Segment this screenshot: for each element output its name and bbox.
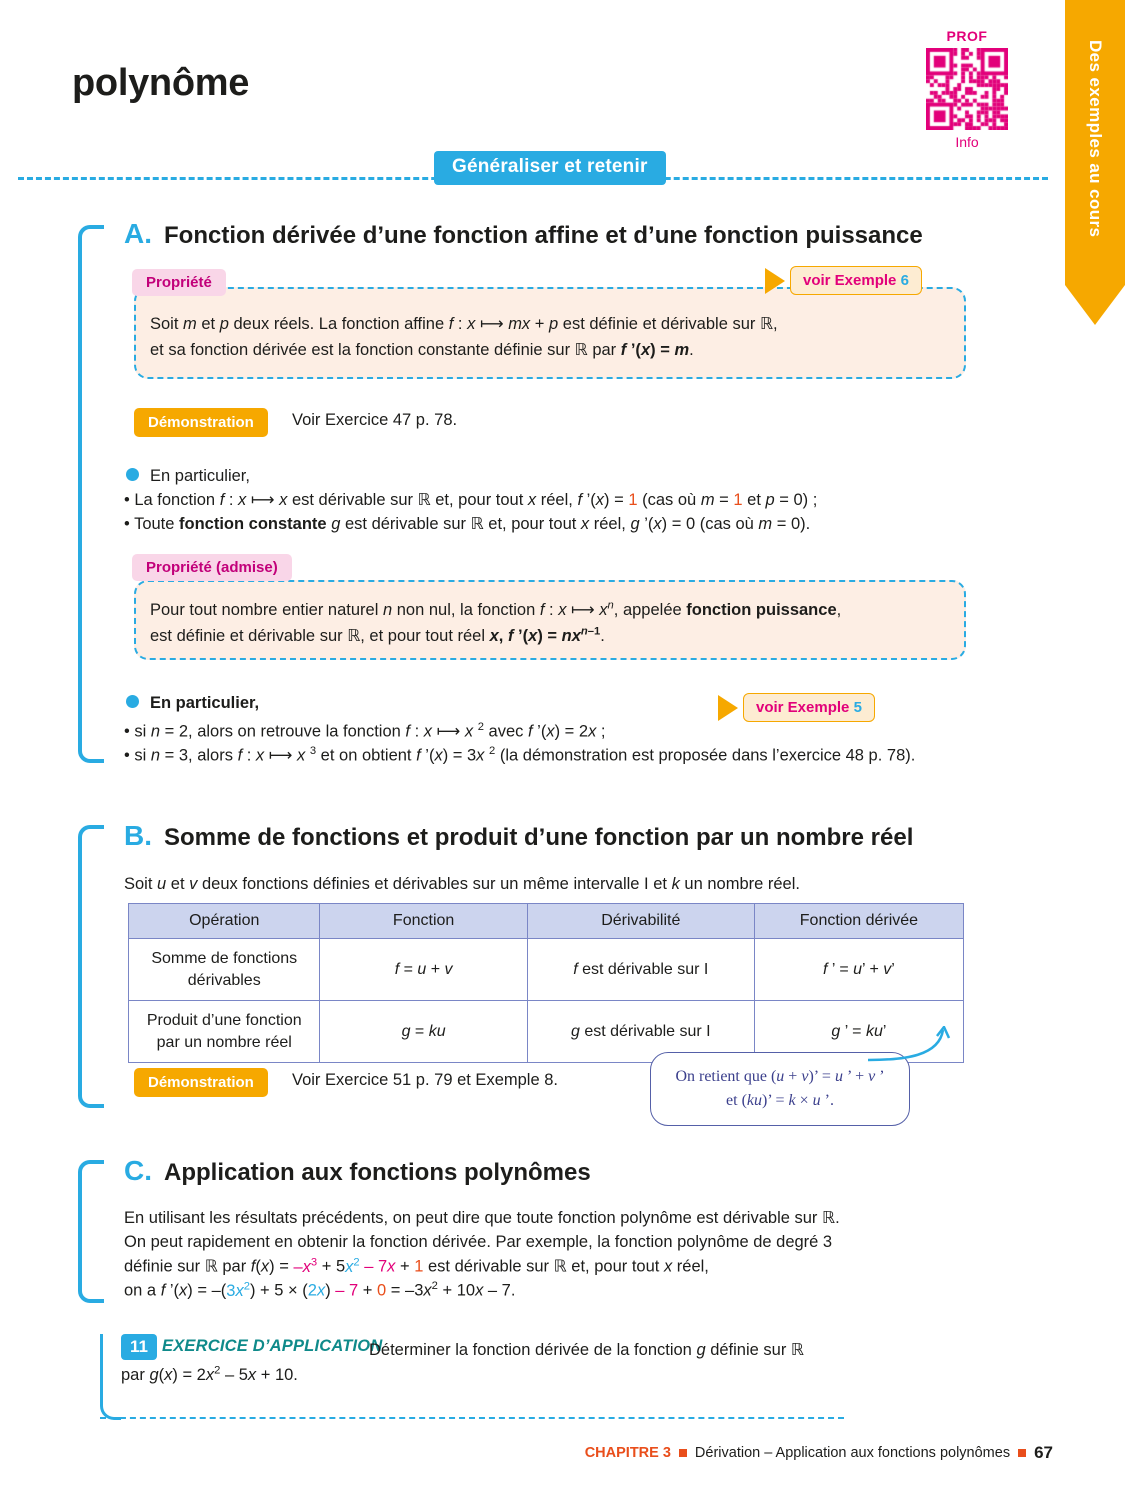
propriete-tag-2: Propriété (admise): [132, 554, 292, 581]
section-c-title: Application aux fonctions polynômes: [164, 1159, 591, 1186]
qr-info-label: Info: [955, 134, 979, 150]
footer-page-number: 67: [1034, 1443, 1053, 1462]
qr-block: [912, 28, 1022, 150]
bullet-icon-2: [126, 695, 139, 708]
table-cell-1-0: Produit d’une fonction par un nombre réel: [129, 1001, 320, 1063]
qr-code-icon: [926, 48, 1008, 130]
propriete-line-2: et sa fonction dérivée est la fonction constante définie sur ℝ par f ’(x) = m.: [150, 341, 694, 360]
demonstration-tag-2: Démonstration: [134, 1068, 268, 1097]
footer: [585, 1443, 1053, 1463]
section-b-bracket: [78, 825, 104, 1108]
side-tab-label: Des exemples au cours: [1086, 40, 1105, 238]
table-cell-1-1: g = ku: [320, 1001, 527, 1063]
voir-exemple-num-1: 6: [900, 272, 909, 289]
demonstration-text-2: Voir Exercice 51 p. 79 et Exemple 8.: [292, 1071, 558, 1089]
page-title: polynôme: [72, 62, 250, 104]
table-header-1: Fonction: [320, 904, 527, 939]
table-header-3: Fonction dérivée: [754, 904, 963, 939]
demonstration-text-1: Voir Exercice 47 p. 78.: [292, 411, 458, 429]
section-b-intro: Soit u et v deux fonctions définies et dérivables sur un même intervalle I et k un nombre réel.: [124, 875, 800, 893]
table-header-2: Dérivabilité: [527, 904, 754, 939]
voir-exemple-num-2: 5: [853, 699, 862, 716]
side-tab: [1065, 0, 1125, 285]
bullet-icon-1: [126, 468, 139, 481]
voir-exemple-chip-1[interactable]: [790, 266, 922, 295]
exercise-line-2: par $g(x) = 2x^2 - 5x + 10$.: [121, 1364, 298, 1384]
voir-exemple-prefix-1: voir Exemple: [803, 272, 897, 289]
footer-divider: [100, 1417, 844, 1419]
section-b-letter: B.: [124, 820, 152, 851]
exercise-line-1: Déterminer la fonction dérivée de la fonction g définie sur ℝ: [369, 1341, 804, 1359]
propriete2-line-2: est définie et dérivable sur ℝ, et pour tout réel x, f ’(x) = $nx^{n-1}$.: [150, 625, 605, 646]
footer-chapter: CHAPITRE 3: [584, 1445, 671, 1461]
section-c-letter: C.: [124, 1155, 152, 1186]
particulier-item-1: • La fonction f : x ⟼ x est dérivable sur ℝ et, pour tout x réel, f ’(x) = 1 (cas où m = 1 et p = 0) ;: [124, 491, 818, 509]
propriete-text-1: [150, 311, 950, 364]
section-c-line-2: On peut rapidement en obtenir la fonction dérivée. Par exemple, la fonction polynôme de degré 3: [124, 1233, 833, 1251]
section-a-header: [124, 218, 923, 250]
section-a-letter: A.: [124, 218, 152, 249]
exercise-bracket: [100, 1334, 121, 1420]
table-row: [129, 939, 964, 1001]
square-icon-left: [679, 1449, 687, 1457]
table-header-row: [129, 904, 964, 939]
section-c-line-4: on a f ’(x) = $-(3x^2) + 5 \times (2x) - 7 + 0 = -3x^2 + 10x - 7$.: [124, 1280, 516, 1300]
propriete-text-2: [150, 597, 950, 650]
table-cell-1-3: g ’ = ku’: [754, 1001, 963, 1063]
table-cell-1-2: g est dérivable sur I: [527, 1001, 754, 1063]
section-c-line-1: En utilisant les résultats précédents, on peut dire que toute fonction polynôme est dérivable sur ℝ.: [124, 1209, 840, 1227]
table-cell-0-0: Somme de fonctions dérivables: [129, 939, 320, 1001]
section-b-header: [124, 820, 913, 852]
en-particulier-2: En particulier,: [150, 694, 260, 712]
exercise-label: EXERCICE D’APPLICATION: [162, 1337, 383, 1355]
section-c-bracket: [78, 1160, 104, 1303]
section-b-title: Somme de fonctions et produit d’une fonction par un nombre réel: [164, 824, 914, 851]
section-c-line-3: définie sur ℝ par $f(x) = -x^3 + 5x^2 - 7x + 1$ est dérivable sur ℝ et, pour tout x réel,: [124, 1256, 709, 1276]
section-a-bracket: [78, 225, 104, 763]
en-particulier-1: En particulier,: [150, 467, 250, 485]
particulier-item-4: • si n = 3, alors f : x ⟼ x $^3$ et on obtient f ’(x) = 3x $^2$ (la démonstration est proposée dans l’exercice 48 p. 78).: [124, 745, 916, 765]
propriete-line-1: Soit m et p deux réels. La fonction affine f : x ⟼ mx + p est définie et dérivable sur ℝ,: [150, 315, 778, 333]
propriete2-line-1: Pour tout nombre entier naturel n non nul, la fonction f : x ⟼ $x^n$, appelée fonction puissance,: [150, 599, 842, 619]
table-cell-0-1: f = u + v: [320, 939, 527, 1001]
bubble-arrow-icon: [865, 1026, 955, 1066]
section-c-header: [124, 1155, 591, 1187]
footer-text: Dérivation – Application aux fonctions polynômes: [694, 1445, 1011, 1461]
square-icon-right: [1018, 1449, 1026, 1457]
bubble-line-2: et (ku)’ = k × u ’.: [726, 1092, 834, 1109]
qr-prof-label: PROF: [946, 28, 988, 44]
exercise-number: 11: [121, 1334, 157, 1360]
demonstration-tag-1: Démonstration: [134, 408, 268, 437]
bubble-line-1: On retient que (u + v)’ = u ’ + v ’: [675, 1068, 885, 1085]
table-cell-0-2: f est dérivable sur I: [527, 939, 754, 1001]
table-header-0: Opération: [129, 904, 320, 939]
particulier-item-2: • Toute fonction constante g est dérivable sur ℝ et, pour tout x réel, g ’(x) = 0 (cas où m = 0).: [124, 515, 811, 533]
particulier-item-3: • si n = 2, alors on retrouve la fonction f : x ⟼ x $^2$ avec f ’(x) = 2x ;: [124, 721, 606, 741]
voir-exemple-prefix-2: voir Exemple: [756, 699, 850, 716]
triangle-icon-1: [765, 268, 785, 294]
section-a-title: Fonction dérivée d’une fonction affine et d’une fonction puissance: [164, 222, 923, 249]
table-cell-0-3: f ’ = u’ + v’: [754, 939, 963, 1001]
derivation-table: [128, 903, 964, 1063]
propriete-tag-1: Propriété: [132, 269, 226, 296]
banner-label: Généraliser et retenir: [434, 151, 666, 185]
